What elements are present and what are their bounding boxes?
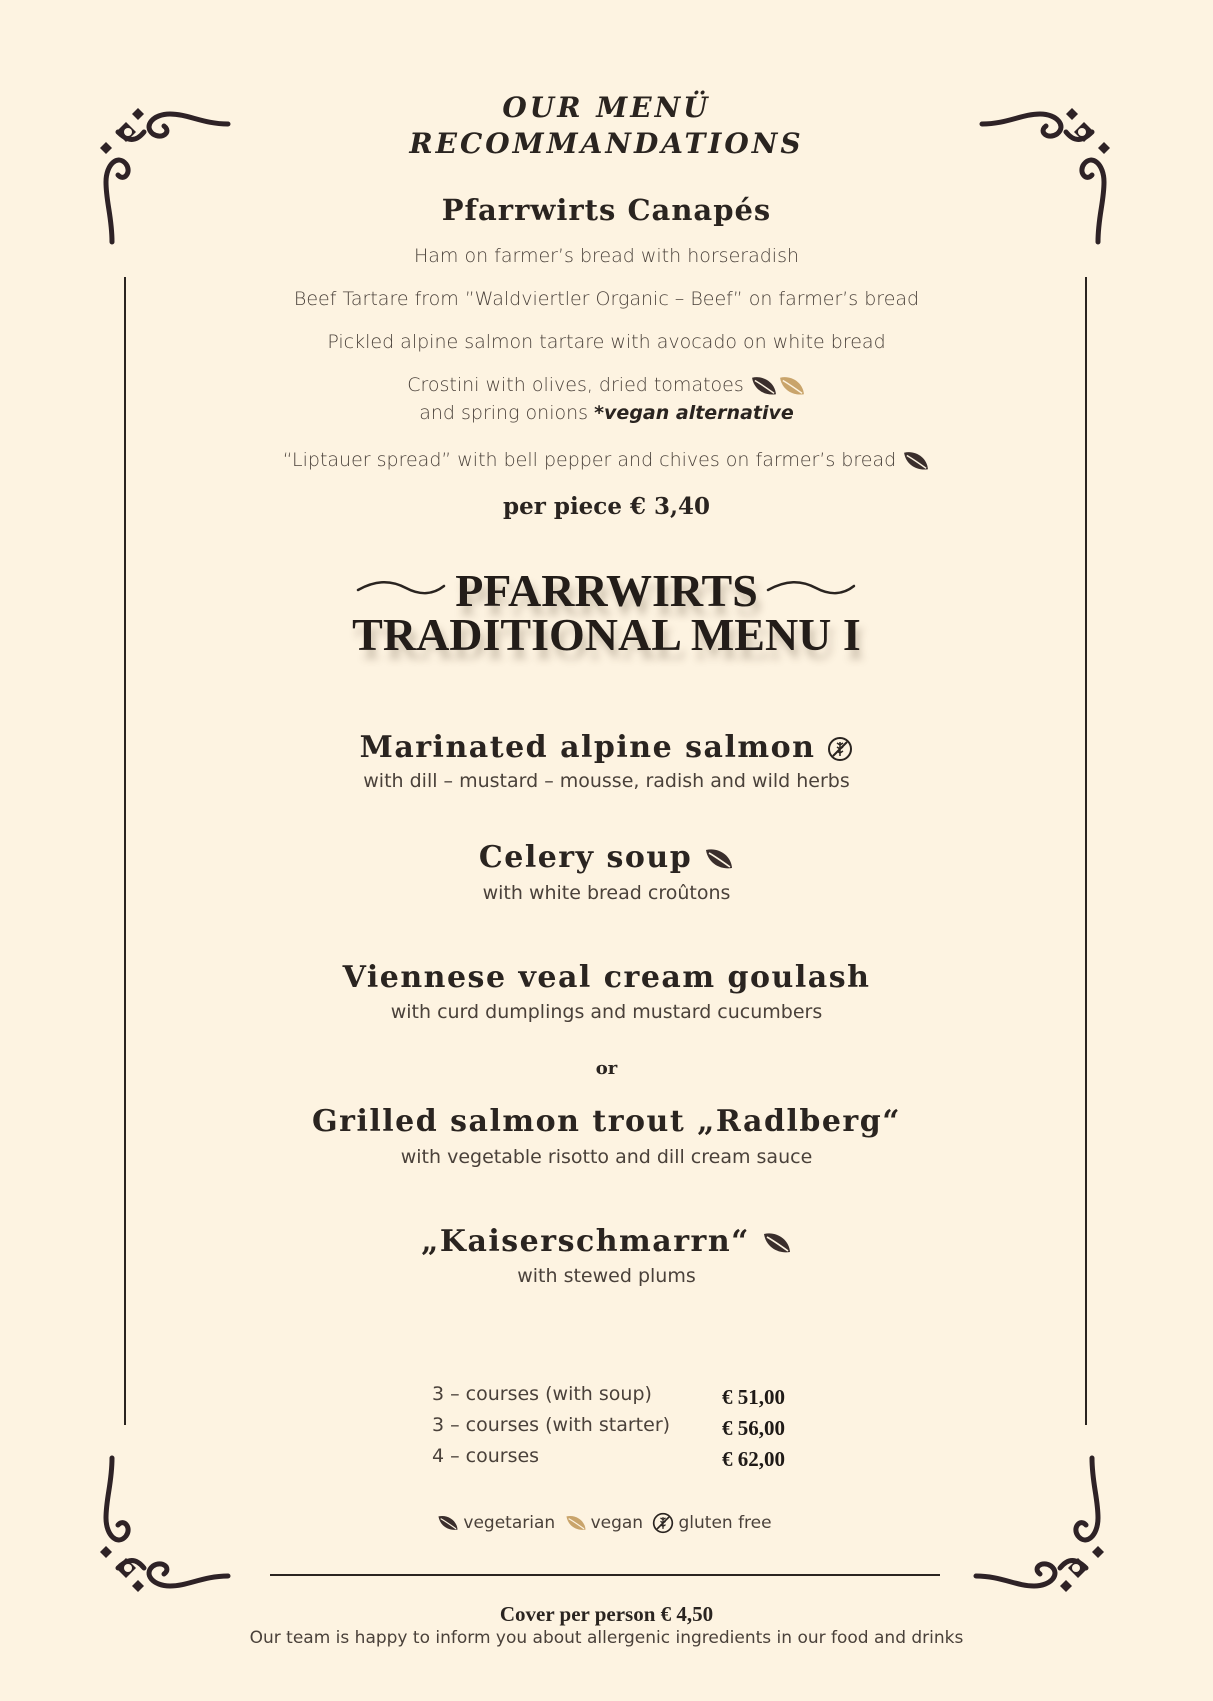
- canape-item: Pickled alpine salmon tartare with avocado on white bread: [327, 331, 886, 353]
- course-price-list: [432, 1383, 832, 1476]
- recommendations-title: [0, 90, 1213, 162]
- course-row: [432, 1445, 832, 1476]
- canapes-title: Pfarrwirts Canapés: [441, 193, 772, 227]
- dish-name: [0, 730, 1213, 765]
- course-price: € 56,00: [722, 1416, 785, 1440]
- course-label: 3 – courses (with soup): [432, 1383, 652, 1405]
- vegetarian-leaf-icon: [902, 450, 930, 472]
- course-row: [432, 1383, 832, 1414]
- dish-description: with stewed plums: [517, 1265, 696, 1287]
- canape-item: Ham on farmer’s bread with horseradish: [413, 245, 800, 267]
- dish-name-text: „Kaiserschmarrn“: [421, 1224, 750, 1259]
- course-price: € 62,00: [722, 1447, 785, 1471]
- dish-name: [0, 1224, 1213, 1259]
- canape-item-text: and spring onions: [419, 402, 589, 424]
- recommendations-title-line1: OUR MENÜ: [502, 91, 711, 124]
- vegetarian-leaf-icon: [750, 375, 778, 397]
- canape-item: [0, 449, 1213, 472]
- canape-item: [0, 374, 1213, 397]
- legend-gluten-free: gluten free: [678, 1513, 772, 1533]
- legend-vegan: vegan: [590, 1513, 644, 1533]
- course-row: [432, 1414, 832, 1445]
- course-label: 3 – courses (with starter): [432, 1414, 671, 1436]
- canape-item: Beef Tartare from ”Waldviertler Organic – Beef” on farmer’s bread: [293, 288, 920, 310]
- diet-legend: [0, 1512, 1213, 1534]
- or-separator: or: [595, 1058, 618, 1079]
- dish-description: with dill – mustard – mousse, radish and wild herbs: [363, 770, 850, 792]
- recommendations-title-line2: RECOMMANDATIONS: [409, 127, 804, 160]
- course-price: € 51,00: [722, 1385, 785, 1409]
- dish-name-text: Marinated alpine salmon: [359, 730, 816, 765]
- gluten-free-icon: [652, 1512, 674, 1534]
- vegan-leaf-icon: [778, 375, 806, 397]
- dish-name: [0, 840, 1213, 875]
- allergen-note: Our team is happy to inform you about allergenic ingredients in our food and drinks: [249, 1628, 964, 1648]
- course-label: 4 – courses: [432, 1445, 540, 1467]
- cover-charge: Cover per person € 4,50: [499, 1602, 714, 1626]
- dish-description: with vegetable risotto and dill cream sauce: [400, 1146, 813, 1168]
- dish-description: with curd dumplings and mustard cucumbers: [390, 1001, 823, 1023]
- canape-item-text: “Liptauer spread” with bell pepper and chives on farmer’s bread: [282, 449, 897, 471]
- canape-item-text: Crostini with olives, dried tomatoes: [407, 374, 744, 396]
- vegetarian-leaf-icon: [762, 1231, 792, 1255]
- canapes-price: per piece € 3,40: [503, 493, 710, 520]
- footer-divider: [270, 1574, 940, 1576]
- dish-description: with white bread croûtons: [482, 882, 731, 904]
- vegetarian-leaf-icon: [704, 847, 734, 871]
- dish-name: Viennese veal cream goulash: [342, 960, 871, 995]
- dish-name-text: Celery soup: [478, 840, 693, 875]
- canape-item-continued: [0, 402, 1213, 424]
- menu-title-line2: TRADITIONAL MENU I: [352, 609, 861, 660]
- gluten-free-icon: [827, 736, 853, 762]
- dish-name: Grilled salmon trout „Radlberg“: [312, 1104, 901, 1139]
- vegan-alternative-note: *vegan alternative: [594, 402, 794, 424]
- vegetarian-leaf-icon: [437, 1514, 459, 1532]
- menu-title-line1: PFARRWIRTS: [455, 565, 758, 616]
- legend-vegetarian: vegetarian: [463, 1513, 556, 1533]
- vegan-leaf-icon: [565, 1514, 587, 1532]
